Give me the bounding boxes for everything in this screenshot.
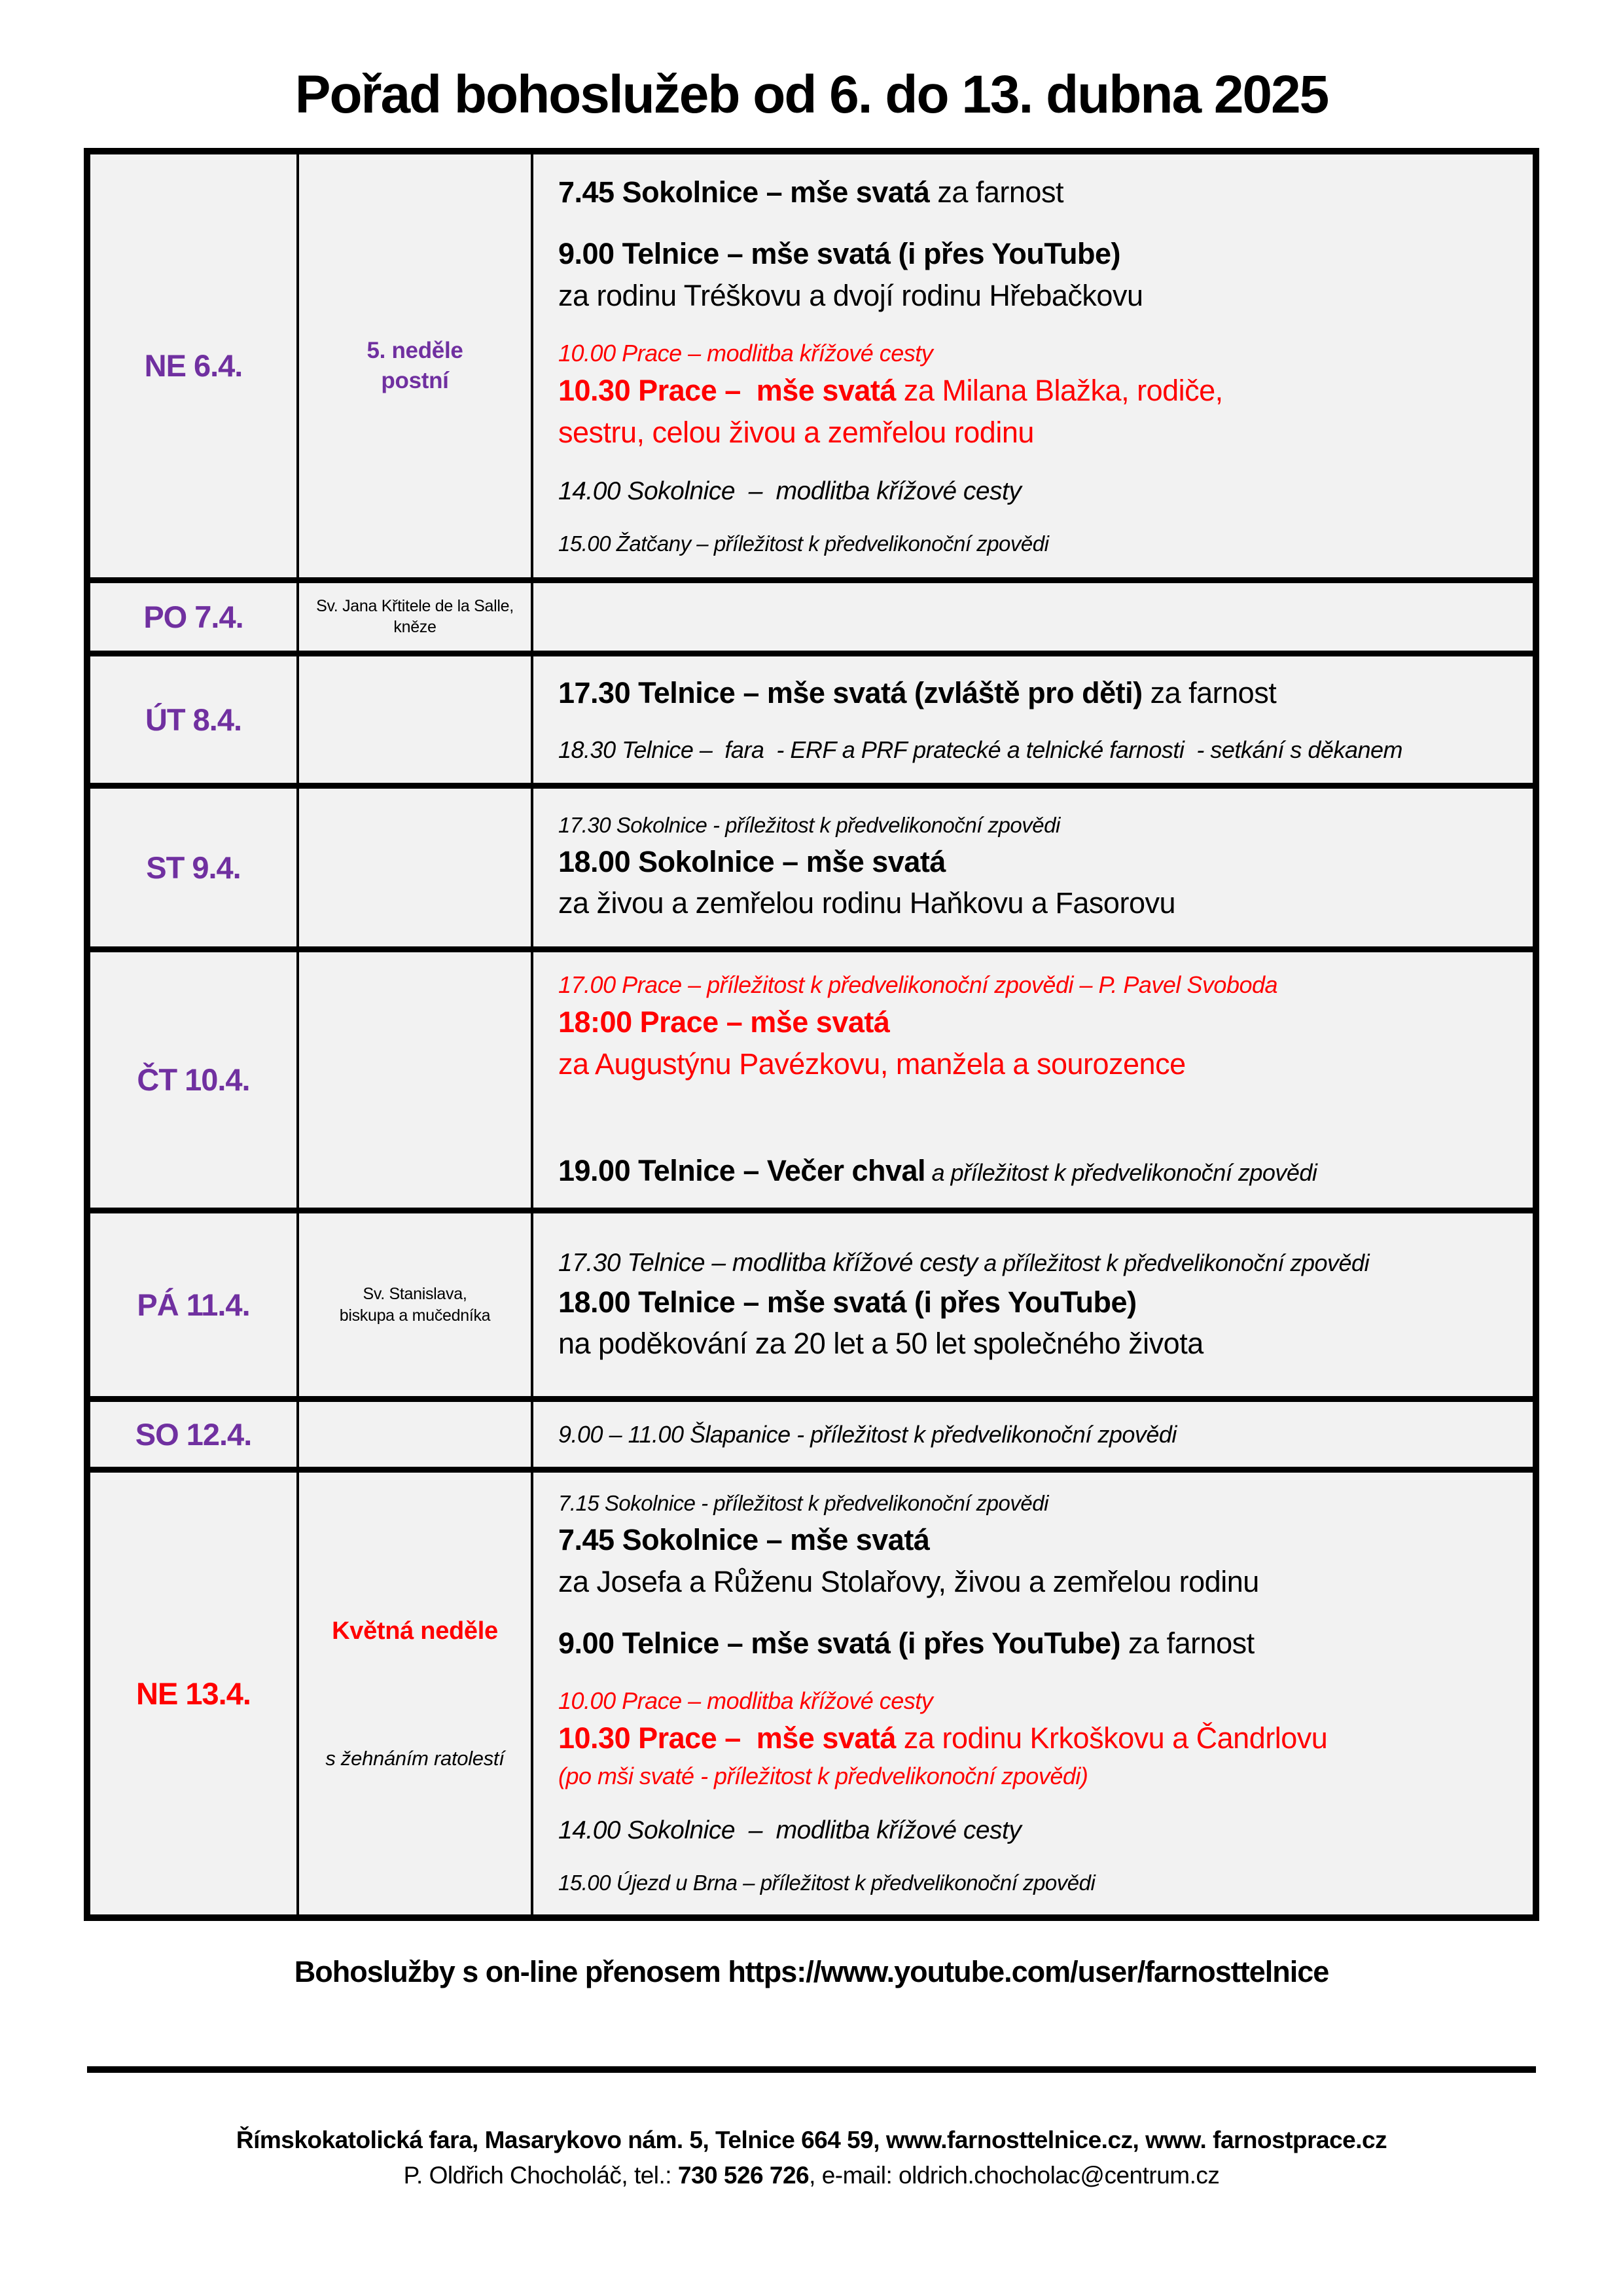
text-segment: 18:00 Prace – mše svatá [558, 1005, 890, 1039]
feast-line: postní [381, 367, 449, 393]
services-cell [532, 580, 1536, 653]
text-segment: 15.00 Újezd u Brna – příležitost k předvelikonoční zpovědi [558, 1871, 1096, 1895]
feast-cell [298, 151, 532, 580]
text-segment: 17.30 Sokolnice - příležitost k předvelikonoční zpovědi [558, 812, 1060, 837]
feast-line: biskupa a mučedníka [339, 1306, 491, 1325]
feast-cell [298, 1399, 532, 1470]
day-label: ST 9.4. [146, 850, 241, 885]
text-segment: , e-mail: oldrich.chocholac@centrum.cz [809, 2162, 1220, 2189]
text-segment: 9.00 Telnice – mše svatá (i přes YouTube) [558, 237, 1121, 271]
feast-cell [298, 785, 532, 949]
feast-cell [298, 580, 532, 653]
service-line [558, 1245, 1508, 1281]
text-segment: za Josefa a Růženu Stolařovy, živou a zemřelou rodinu [558, 1565, 1259, 1599]
day-cell [87, 580, 298, 653]
text-segment: 10.30 Prace – mše svatá [558, 374, 896, 408]
services-cell [532, 1470, 1536, 1918]
service-line [558, 1684, 1508, 1717]
text-segment: 18.30 Telnice – fara - ERF a PRF pratecké a telnické farnosti - setkání s děkanem [558, 736, 1402, 764]
day-label: SO 12.4. [135, 1417, 252, 1452]
service-line [558, 882, 1508, 924]
services-cell [532, 949, 1536, 1211]
feast-line: kněze [393, 618, 437, 636]
text-segment: 730 526 726 [677, 2162, 810, 2189]
service-line [558, 1150, 1508, 1192]
feast-line: 5. neděle [366, 338, 463, 364]
footer-contact-line [0, 2162, 1623, 2189]
text-segment: na poděkování za 20 let a 50 let společného života [558, 1327, 1204, 1361]
text-segment: 7.45 Sokolnice – mše svatá [558, 175, 930, 209]
schedule-table [84, 148, 1539, 1921]
service-line [558, 336, 1508, 370]
day-label: ÚT 8.4. [145, 702, 242, 737]
services-cell [532, 1211, 1536, 1399]
schedule-body [87, 151, 1536, 1918]
service-line [558, 1418, 1508, 1451]
day-label: ČT 10.4. [137, 1062, 250, 1098]
service-line [558, 1282, 1508, 1323]
schedule-row [87, 1399, 1536, 1470]
feast-cell [298, 1211, 532, 1399]
text-segment: za farnost [1120, 1626, 1255, 1660]
day-label: PO 7.4. [143, 599, 243, 634]
schedule-row [87, 1211, 1536, 1399]
text-segment: za rodinu Tréškovu a dvojí rodinu Hřebačkovu [558, 279, 1143, 313]
text-segment: 7.45 Sokolnice – mše svatá [558, 1523, 930, 1557]
text-segment: 14.00 Sokolnice – modlitba křížové cesty [558, 476, 1022, 505]
feast-cell [298, 949, 532, 1211]
feast-line: Květná neděle [332, 1617, 498, 1645]
service-line [558, 1759, 1508, 1793]
text-segment: 10.00 Prace – modlitba křížové cesty [558, 1687, 933, 1714]
text-segment: sestru, celou živou a zemřelou rodinu [558, 416, 1034, 450]
day-label: NE 6.4. [144, 348, 243, 384]
text-segment: 19.00 Telnice – Večer chval [558, 1154, 926, 1188]
day-cell [87, 151, 298, 580]
service-line [558, 810, 1508, 841]
text-segment: za rodinu Krkoškovu a Čandrlovu [895, 1721, 1328, 1755]
services-cell [532, 785, 1536, 949]
footer-divider [87, 2066, 1536, 2073]
page-title: Pořad bohoslužeb od 6. do 13. dubna 2025 [294, 65, 1329, 124]
text-segment: za farnost [1142, 675, 1277, 709]
footer-address-line: Římskokatolická fara, Masarykovo nám. 5, Telnice 664 59, www.farnosttelnice.cz, www. farnostprace.cz [236, 2126, 1387, 2154]
day-cell [87, 653, 298, 785]
service-line [558, 1623, 1508, 1664]
text-segment: 10.30 Prace – mše svatá [558, 1721, 896, 1755]
service-line [558, 1488, 1508, 1519]
text-segment: za Augustýnu Pavézkovu, manžela a sourozence [558, 1047, 1186, 1081]
day-cell [87, 785, 298, 949]
service-line [558, 672, 1508, 714]
service-line [558, 171, 1508, 213]
schedule-row [87, 151, 1536, 580]
text-segment: 17.30 Telnice – modlitba křížové cesty [558, 1249, 978, 1278]
day-cell [87, 1399, 298, 1470]
service-line [558, 529, 1508, 560]
text-segment: 10.00 Prace – modlitba křížové cesty [558, 340, 933, 367]
text-segment: 17.00 Prace – příležitost k předvelikonoční zpovědi – P. Pavel Svoboda [558, 971, 1278, 998]
footer-youtube-line: Bohoslužby s on-line přenosem https://www.youtube.com/user/farnosttelnice [294, 1955, 1329, 1989]
day-cell [87, 1211, 298, 1399]
schedule-row [87, 653, 1536, 785]
text-segment: a příležitost k předvelikonoční zpovědi [925, 1159, 1317, 1187]
text-segment: za živou a zemřelou rodinu Haňkovu a Fasorovu [558, 886, 1176, 920]
service-line [558, 968, 1508, 1001]
service-line [558, 233, 1508, 275]
text-segment: za farnost [929, 175, 1063, 209]
service-line [558, 1717, 1508, 1759]
schedule-row [87, 949, 1536, 1211]
text-segment: (po mši svaté - příležitost k předvelikonoční zpovědi) [558, 1762, 1088, 1789]
day-cell [87, 949, 298, 1211]
services-cell [532, 653, 1536, 785]
services-cell [532, 151, 1536, 580]
service-line [558, 733, 1508, 766]
service-line [558, 1812, 1508, 1848]
feast-line: Sv. Jana Křtitele de la Salle, [316, 596, 514, 615]
service-line [558, 1868, 1508, 1899]
service-line [558, 1519, 1508, 1561]
service-line [558, 841, 1508, 883]
feast-cell [298, 653, 532, 785]
day-cell [87, 1470, 298, 1918]
feast-cell [298, 1470, 532, 1918]
schedule-row [87, 580, 1536, 653]
service-line [558, 1001, 1508, 1043]
schedule-row [87, 1470, 1536, 1918]
service-line [558, 1561, 1508, 1603]
day-label: PÁ 11.4. [137, 1287, 250, 1323]
feast-line: s žehnáním ratolestí [325, 1747, 505, 1770]
service-line [558, 1323, 1508, 1365]
service-line [558, 1043, 1508, 1085]
day-label: NE 13.4. [136, 1676, 251, 1712]
services-cell [532, 1399, 1536, 1470]
feast-line: Sv. Stanislava, [363, 1285, 467, 1304]
text-segment: za Milana Blažka, rodiče, [895, 374, 1223, 408]
service-line [558, 412, 1508, 454]
text-segment: 15.00 Žatčany – příležitost k předvelikonoční zpovědi [558, 531, 1049, 556]
text-segment: P. Oldřich Chocholáč, tel.: [403, 2162, 678, 2189]
service-line [558, 473, 1508, 509]
text-segment: 9.00 Telnice – mše svatá (i přes YouTube) [558, 1626, 1121, 1660]
text-segment: 9.00 – 11.00 Šlapanice - příležitost k předvelikonoční zpovědi [558, 1421, 1177, 1448]
service-line [558, 275, 1508, 317]
text-segment: a příležitost k předvelikonoční zpovědi [977, 1249, 1370, 1277]
text-segment: 17.30 Telnice – mše svatá (zvláště pro děti) [558, 675, 1143, 709]
text-segment: 18.00 Sokolnice – mše svatá [558, 844, 946, 878]
service-line [558, 370, 1508, 412]
text-segment: 7.15 Sokolnice - příležitost k předvelikonoční zpovědi [558, 1491, 1048, 1516]
text-segment: 18.00 Telnice – mše svatá (i přes YouTube) [558, 1285, 1137, 1319]
text-segment: 14.00 Sokolnice – modlitba křížové cesty [558, 1816, 1022, 1845]
schedule-row [87, 785, 1536, 949]
